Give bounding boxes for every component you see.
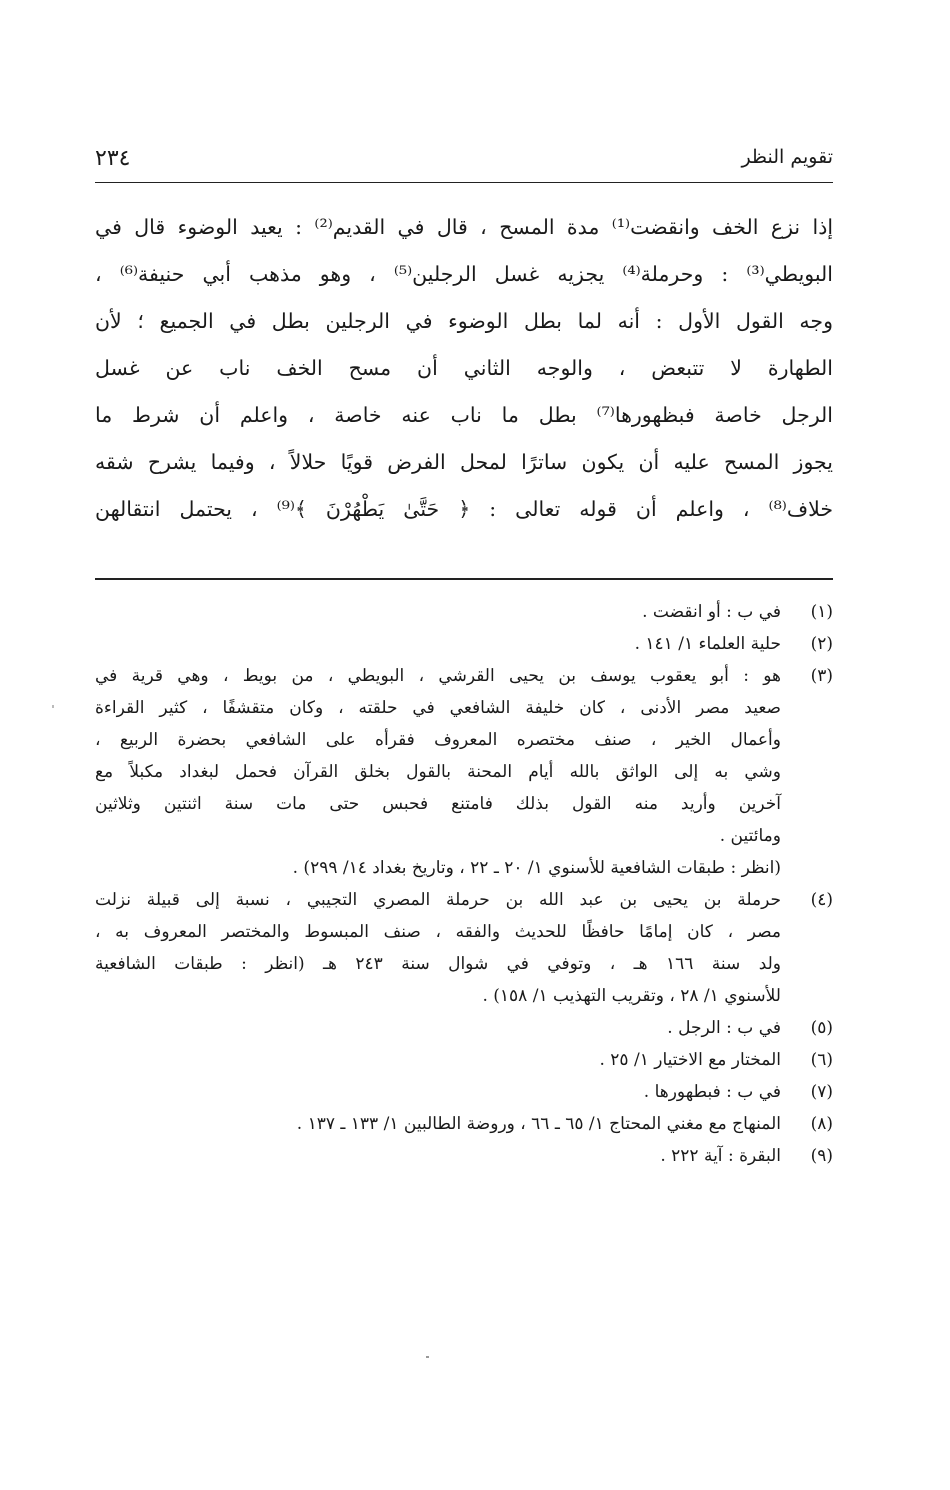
- footnote-3-reference: [95, 852, 833, 884]
- text-line: خلاف⁽⁸⁾ ، واعلم أن قوله تعالى : ﴿ حَتَّىٰ يَطْهُرْنَ ﴾⁽⁹⁾ ، يحتمل انتقالهن: [95, 497, 833, 521]
- footnote-divider: [95, 578, 833, 580]
- footnote-2: [95, 628, 833, 660]
- footnote-text: في ب : فبطهورها .: [643, 1082, 781, 1102]
- text-line: إذا نزع الخف وانقضت⁽¹⁾ مدة المسح ، قال في القديم⁽²⁾ : يعيد الوضوء قال في: [95, 215, 834, 239]
- footnote-number: (٩): [810, 1146, 833, 1166]
- footnote-text: هو : أبو يعقوب يوسف بن يحيى القرشي ، البويطي ، من بويط ، وهي قرية في: [95, 666, 781, 686]
- footnote-number: (٧): [810, 1082, 833, 1102]
- running-title: تقويم النظر: [741, 146, 833, 168]
- footnote-number: (١): [810, 602, 833, 622]
- footnote-6: [95, 1044, 833, 1076]
- footnote-7: [95, 1076, 833, 1108]
- footnote-text: في ب : أو انقضت .: [642, 602, 781, 622]
- footnote-text: في ب : الرجل .: [667, 1018, 781, 1038]
- main-text: [95, 204, 833, 533]
- footnote-text: (انظر : طبقات الشافعية للأسنوي ١/ ٢٠ ـ ٢٢ ، وتاريخ بغداد ١٤/ ٢٩٩) .: [292, 858, 781, 878]
- footnote-text: وأعمال الخير ، صنف مختصره المعروف فقرأه على الشافعي بحضرة الربيع ،: [95, 730, 781, 750]
- footnote-4: [95, 884, 833, 1012]
- header-divider: [95, 182, 833, 183]
- text-line: الرجل خاصة فبظهورها⁽⁷⁾ بطل ما ناب عنه خاصة ، واعلم أن شرط ما: [95, 403, 833, 427]
- text-line: يجوز المسح عليه أن يكون ساترًا لمحل الفرض قويًا حلالاً ، وفيما يشرح شقه: [95, 450, 833, 474]
- footnote-text: صعيد مصر الأدنى ، كان خليفة الشافعي في حلقته ، وكان متقشفًا ، كثير القراءة: [95, 698, 781, 718]
- footnote-text: ومائتين .: [719, 826, 781, 846]
- footnote-text: حرملة بن يحيى بن عبد الله بن حرملة المصري التجيبي ، نسبة إلى قبيلة نزلت: [95, 890, 781, 910]
- footnote-text: ولد سنة ١٦٦ هـ ، وتوفي في شوال سنة ٢٤٣ هـ (انظر : طبقات الشافعية: [95, 954, 782, 974]
- footnote-text: مصر ، كان إمامًا حافظًا للحديث والفقه ، صنف المبسوط والمختصر المعروف به ،: [95, 922, 781, 942]
- text-line: الطهارة لا تتبعض ، والوجه الثاني أن مسح الخف ناب عن غسل: [95, 356, 833, 380]
- footnote-number: (٣): [810, 666, 833, 686]
- footnote-number: [781, 852, 833, 884]
- footnote-number: (٤): [810, 890, 833, 910]
- footnote-text: آخرين وأريد منه القول بذلك فامتنع فحبس حتى مات سنة اثنتين وثلاثين: [95, 794, 781, 814]
- footnote-1: [95, 596, 833, 628]
- scan-speck: [52, 705, 54, 708]
- page-number: ٢٣٤: [95, 146, 131, 171]
- footnote-number: (٢): [810, 634, 833, 654]
- footnote-number: (٨): [810, 1114, 833, 1134]
- scan-speck: [426, 1356, 429, 1358]
- footnote-text: البقرة : آية ٢٢٢ .: [660, 1146, 781, 1166]
- footnote-text: حلية العلماء ١/ ١٤١ .: [634, 634, 781, 654]
- text-line: وجه القول الأول : أنه لما بطل الوضوء في الرجلين بطل في الجميع ؛ لأن: [95, 309, 833, 333]
- footnote-number: (٦): [810, 1050, 833, 1070]
- footnote-8: [95, 1108, 833, 1140]
- footnotes: [95, 596, 833, 1172]
- footnote-number: (٥): [810, 1018, 833, 1038]
- footnote-text: وشي به إلى الواثق بالله أيام المحنة بالقول بخلق القرآن فحمل لبغداد مكبلاً مع: [95, 762, 781, 782]
- footnote-text: المختار مع الاختيار ١/ ٢٥ .: [599, 1050, 781, 1070]
- running-header: [95, 146, 833, 180]
- footnote-text: المنهاج مع مغني المحتاج ١/ ٦٥ ـ ٦٦ ، وروضة الطالبين ١/ ١٣٣ ـ ١٣٧ .: [296, 1114, 781, 1134]
- footnote-3: [95, 660, 833, 852]
- footnote-text: للأسنوي ١/ ٢٨ ، وتقريب التهذيب ١/ ١٥٨) .: [482, 986, 781, 1006]
- text-line: البويطي⁽³⁾ : وحرملة⁽⁴⁾ يجزيه غسل الرجلين⁽⁵⁾ ، وهو مذهب أبي حنيفة⁽⁶⁾ ،: [95, 262, 833, 286]
- footnote-9: [95, 1140, 833, 1172]
- footnote-5: [95, 1012, 833, 1044]
